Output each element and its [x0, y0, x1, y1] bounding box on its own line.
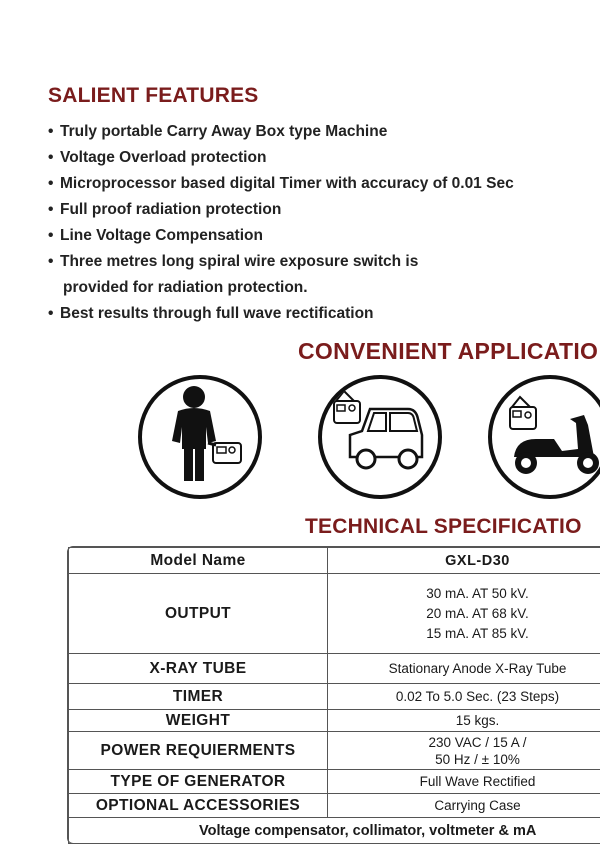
- salient-features-heading: SALIENT FEATURES: [48, 84, 259, 107]
- bullet: •: [48, 175, 54, 192]
- power-value: 230 VAC / 15 A /: [428, 734, 527, 750]
- feature-item: [48, 301, 514, 327]
- bullet: •: [48, 123, 54, 140]
- bullet: •: [48, 253, 54, 270]
- feature-text: Truly portable Carry Away Box type Machine: [60, 123, 388, 140]
- table-row: [69, 732, 600, 770]
- bullet: •: [48, 227, 54, 244]
- table-row: [69, 654, 600, 684]
- feature-text: Best results through full wave rectification: [60, 305, 374, 322]
- car-with-machine-icon: [318, 375, 442, 499]
- technical-specifications-heading: TECHNICAL SPECIFICATIO: [305, 515, 582, 538]
- output-value: 20 mA. AT 68 kV.: [426, 605, 529, 621]
- output-values: [328, 574, 600, 654]
- generator-label: TYPE OF GENERATOR: [69, 770, 328, 794]
- table-row: [69, 770, 600, 794]
- table-row: [69, 548, 600, 574]
- convenient-applications-heading: CONVENIENT APPLICATIO: [298, 338, 599, 364]
- weight-value: 15 kgs.: [328, 710, 600, 732]
- output-label: OUTPUT: [69, 574, 328, 654]
- output-value: 15 mA. AT 85 kV.: [426, 625, 529, 641]
- output-value: 30 mA. AT 50 kV.: [426, 585, 529, 601]
- generator-value: Full Wave Rectified: [328, 770, 600, 794]
- table-row: [69, 684, 600, 710]
- feature-item: [48, 145, 514, 171]
- bullet: •: [48, 305, 54, 322]
- weight-label: WEIGHT: [69, 710, 328, 732]
- power-value: 50 Hz / ± 10%: [435, 751, 520, 767]
- feature-continuation: provided for radiation protection.: [63, 279, 308, 296]
- bullet: •: [48, 149, 54, 166]
- model-value: GXL-D30: [328, 548, 600, 574]
- table-row: [69, 574, 600, 654]
- timer-label: TIMER: [69, 684, 328, 710]
- accessories-label: OPTIONAL ACCESSORIES: [69, 794, 328, 818]
- model-label: Model Name: [69, 548, 328, 574]
- accessories-value: Carrying Case: [328, 794, 600, 818]
- feature-text: Microprocessor based digital Timer with accuracy of 0.01 Sec: [60, 175, 514, 192]
- feature-text: Three metres long spiral wire exposure switch is: [60, 253, 419, 270]
- power-label: POWER REQUIERMENTS: [69, 732, 328, 770]
- feature-item: [48, 119, 514, 145]
- feature-text: Line Voltage Compensation: [60, 227, 263, 244]
- timer-value: 0.02 To 5.0 Sec. (23 Steps): [328, 684, 600, 710]
- spec-table: [68, 547, 600, 844]
- feature-text: Full proof radiation protection: [60, 201, 282, 218]
- bullet: •: [48, 201, 54, 218]
- feature-item: [48, 223, 514, 249]
- scooter-with-machine-icon: [488, 375, 600, 499]
- table-row: [69, 710, 600, 732]
- xray-tube-label: X-RAY TUBE: [69, 654, 328, 684]
- table-row: [69, 794, 600, 818]
- accessories-extra: Voltage compensator, collimator, voltmeter & mA: [69, 818, 600, 844]
- xray-tube-value: Stationary Anode X-Ray Tube: [328, 654, 600, 684]
- table-row: [69, 818, 600, 844]
- feature-item: [48, 249, 514, 301]
- person-with-machine-icon: [138, 375, 262, 499]
- feature-text: Voltage Overload protection: [60, 149, 267, 166]
- feature-item: [48, 197, 514, 223]
- power-values: [328, 732, 600, 770]
- features-list: [48, 119, 514, 327]
- feature-item: [48, 171, 514, 197]
